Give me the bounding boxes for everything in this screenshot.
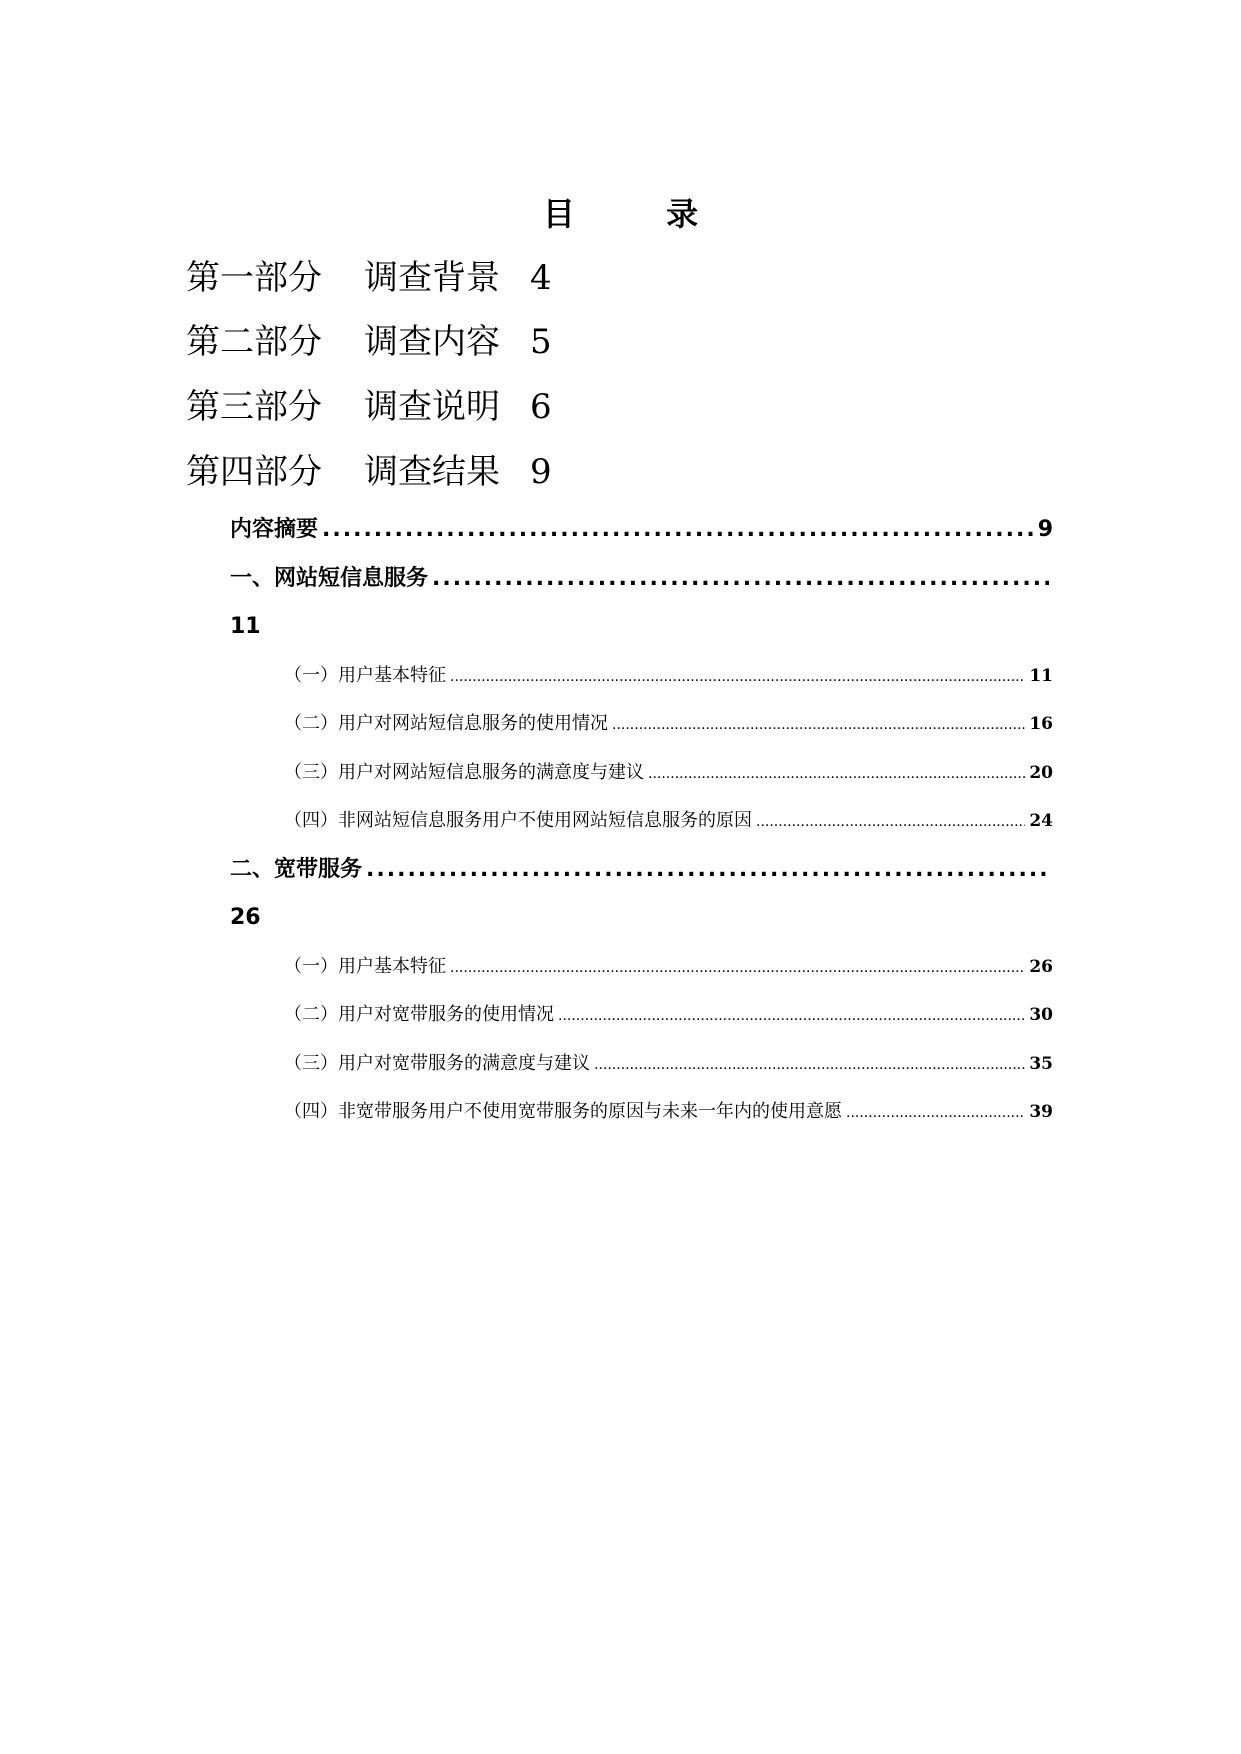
toc-entry-1-2[interactable] bbox=[284, 709, 1053, 739]
entry-page: 9 bbox=[1037, 517, 1053, 542]
entry-label: 内容摘要 bbox=[230, 517, 319, 542]
section-1-page[interactable]: 11 bbox=[230, 614, 261, 639]
dot-leader bbox=[558, 1008, 1025, 1024]
part-page: 4 bbox=[530, 258, 552, 298]
toc-title: 目 录 bbox=[542, 195, 739, 233]
entry-label: （三）用户对网站短信息服务的满意度与建议 bbox=[284, 762, 644, 783]
entry-page: 11 bbox=[1029, 666, 1053, 686]
part-name: 调查背景 bbox=[364, 258, 500, 298]
entry-label: （二）用户对网站短信息服务的使用情况 bbox=[284, 713, 608, 734]
entry-page: 20 bbox=[1029, 763, 1053, 783]
entry-page: 30 bbox=[1029, 1005, 1053, 1025]
entry-label: （三）用户对宽带服务的满意度与建议 bbox=[284, 1053, 590, 1074]
dot-leader bbox=[322, 517, 1034, 542]
toc-entry-2-3[interactable] bbox=[284, 1049, 1053, 1079]
entry-label: 二、宽带服务 bbox=[230, 857, 363, 882]
toc-entry-1-1[interactable] bbox=[284, 661, 1053, 691]
section-2-page[interactable]: 26 bbox=[230, 905, 261, 930]
toc-entry-2-2[interactable] bbox=[284, 1000, 1053, 1030]
entry-label: （一）用户基本特征 bbox=[284, 665, 446, 686]
dot-leader bbox=[756, 814, 1025, 830]
toc-entry-2-1[interactable] bbox=[284, 952, 1053, 982]
entry-label: 一、网站短信息服务 bbox=[230, 566, 429, 591]
toc-entry-section-2[interactable] bbox=[230, 852, 1053, 886]
entry-page: 26 bbox=[1029, 957, 1053, 977]
entry-label: （二）用户对宽带服务的使用情况 bbox=[284, 1004, 554, 1025]
dot-leader bbox=[450, 669, 1025, 685]
dot-leader bbox=[432, 566, 1049, 591]
toc-part-3[interactable] bbox=[186, 382, 552, 432]
part-name: 调查结果 bbox=[364, 452, 500, 492]
part-number: 第四部分 bbox=[186, 452, 322, 492]
part-page: 6 bbox=[530, 387, 552, 427]
dot-leader bbox=[612, 717, 1025, 733]
toc-entry-1-3[interactable] bbox=[284, 758, 1053, 788]
dot-leader bbox=[594, 1057, 1025, 1073]
entry-page: 39 bbox=[1029, 1102, 1053, 1122]
entry-label: （四）非宽带服务用户不使用宽带服务的原因与未来一年内的使用意愿 bbox=[284, 1101, 842, 1122]
dot-leader bbox=[846, 1105, 1025, 1121]
dot-leader bbox=[450, 960, 1025, 976]
toc-part-4[interactable] bbox=[186, 447, 552, 497]
part-page: 5 bbox=[530, 322, 552, 362]
part-number: 第一部分 bbox=[186, 258, 322, 298]
part-page: 9 bbox=[530, 452, 552, 492]
part-name: 调查说明 bbox=[364, 387, 500, 427]
part-number: 第二部分 bbox=[186, 322, 322, 362]
dot-leader bbox=[366, 857, 1049, 882]
entry-page: 16 bbox=[1029, 714, 1053, 734]
entry-page: 24 bbox=[1029, 811, 1053, 831]
toc-part-2[interactable] bbox=[186, 317, 552, 367]
part-name: 调查内容 bbox=[364, 322, 500, 362]
toc-part-1[interactable] bbox=[186, 253, 552, 303]
toc-entry-section-1[interactable] bbox=[230, 561, 1053, 595]
toc-entry-summary[interactable] bbox=[230, 512, 1053, 546]
entry-page: 35 bbox=[1029, 1054, 1053, 1074]
dot-leader bbox=[648, 766, 1025, 782]
part-number: 第三部分 bbox=[186, 387, 322, 427]
toc-entry-2-4[interactable] bbox=[284, 1097, 1053, 1127]
entry-label: （四）非网站短信息服务用户不使用网站短信息服务的原因 bbox=[284, 810, 752, 831]
entry-label: （一）用户基本特征 bbox=[284, 956, 446, 977]
toc-entry-1-4[interactable] bbox=[284, 806, 1053, 836]
